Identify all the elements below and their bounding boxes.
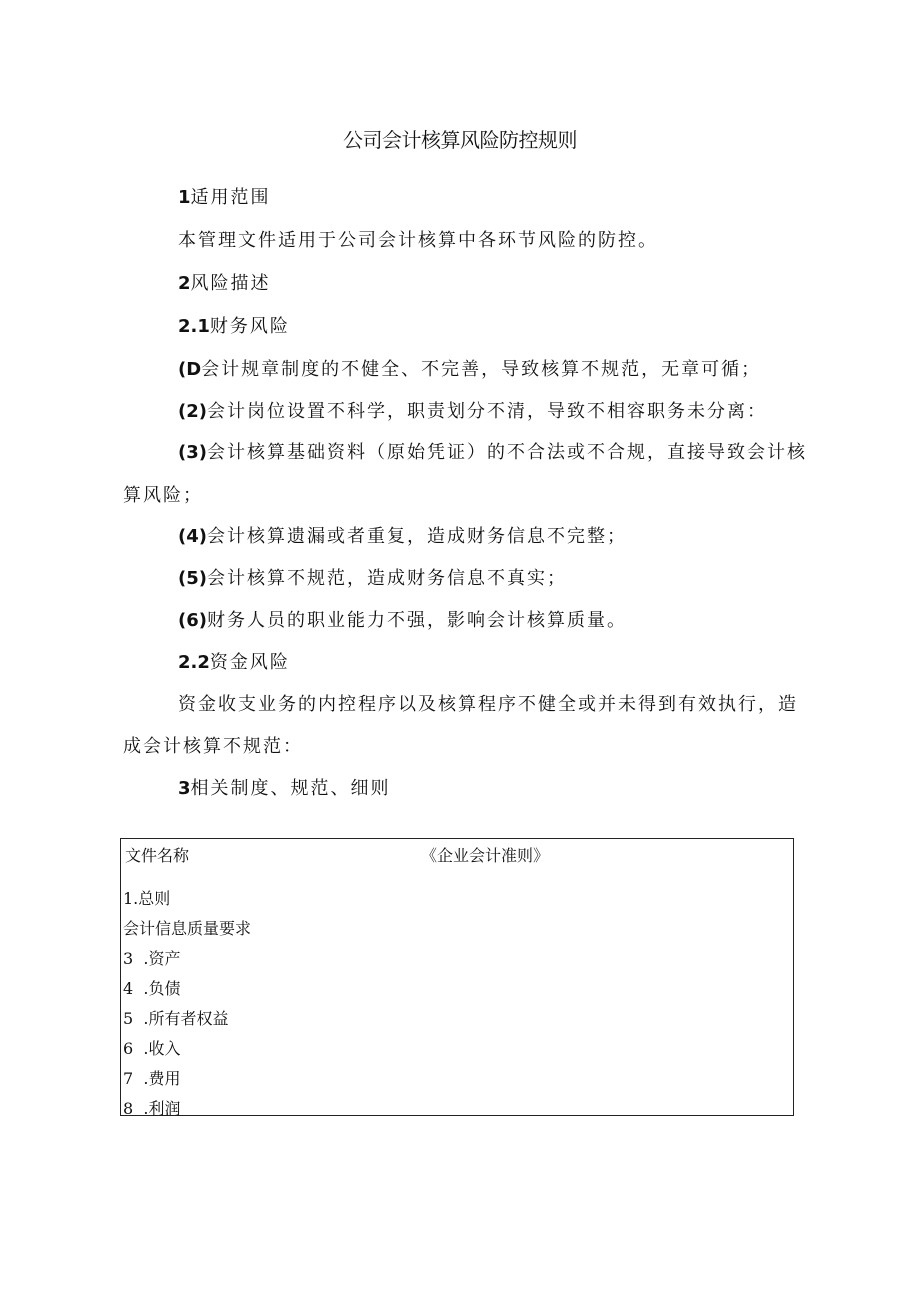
section-text: 适用范围 — [190, 187, 271, 208]
section-number: 3 — [178, 778, 191, 799]
section-heading-3 — [178, 774, 391, 800]
item-number: (3) — [178, 442, 207, 463]
risk-item-3-continued — [123, 481, 203, 507]
page-title: 公司会计核算风险防控规则 — [343, 128, 577, 152]
item-text: 财务人员的职业能力不强，影响会计核算质量。 — [206, 610, 627, 631]
paragraph-scope — [178, 226, 658, 252]
risk-item-6 — [178, 606, 627, 632]
table-item: 7 .费用 — [123, 1069, 181, 1088]
risk-item-3 — [178, 438, 807, 464]
risk-item-5 — [178, 564, 567, 590]
item-text: 会计规章制度的不健全、不完善，导致核算不规范，无章可循； — [201, 359, 762, 380]
item-text: 算风险； — [123, 485, 203, 506]
table-item: 8 .利润 — [123, 1099, 181, 1118]
item-number: (4) — [178, 526, 207, 547]
section-text: 相关制度、规范、细则 — [190, 778, 391, 799]
item-text: 会计核算不规范，造成财务信息不真实； — [206, 568, 567, 589]
table-item: 1.总则 — [123, 889, 171, 908]
paragraph-fund-risk-continued — [123, 732, 303, 758]
table-item: 5 .所有者权益 — [123, 1009, 229, 1028]
paragraph-text: 资金收支业务的内控程序以及核算程序不健全或并未得到有效执行，造 — [178, 694, 798, 715]
section-text: 财务风险 — [209, 316, 290, 337]
paragraph-text: 本管理文件适用于公司会计核算中各环节风险的防控。 — [178, 230, 658, 251]
risk-item-2 — [178, 397, 767, 423]
section-text: 资金风险 — [209, 652, 290, 673]
section-number: 2.2 — [178, 652, 210, 673]
paragraph-fund-risk — [178, 690, 798, 716]
section-number: 2 — [178, 273, 191, 294]
section-heading-2-2 — [178, 648, 290, 674]
section-heading-2-1 — [178, 312, 290, 338]
item-number: (D — [178, 359, 202, 380]
regulation-table — [120, 838, 794, 1116]
risk-item-4 — [178, 522, 627, 548]
item-number: (2) — [178, 401, 207, 422]
table-doc-title: 《企业会计准则》 — [421, 846, 550, 865]
item-text: 会计核算遗漏或者重复，造成财务信息不完整； — [206, 526, 627, 547]
table-item: 4 .负债 — [123, 979, 181, 998]
item-text: 会计岗位设置不科学，职责划分不清，导致不相容职务未分离： — [206, 401, 767, 422]
table-label-doc-name: 文件名称 — [125, 846, 190, 865]
item-text: 会计核算基础资料（原始凭证）的不合法或不合规，直接导致会计核 — [206, 442, 807, 463]
section-heading-2 — [178, 269, 271, 295]
table-item: 6 .收入 — [123, 1039, 181, 1058]
paragraph-text: 成会计核算不规范： — [123, 736, 303, 757]
risk-item-1 — [178, 355, 761, 381]
table-item: 3 .资产 — [123, 949, 181, 968]
section-text: 风险描述 — [190, 273, 271, 294]
section-number: 1 — [178, 187, 191, 208]
item-number: (6) — [178, 610, 207, 631]
section-heading-1 — [178, 183, 271, 209]
section-number: 2.1 — [178, 316, 210, 337]
item-number: (5) — [178, 568, 207, 589]
table-item: 会计信息质量要求 — [123, 919, 252, 938]
